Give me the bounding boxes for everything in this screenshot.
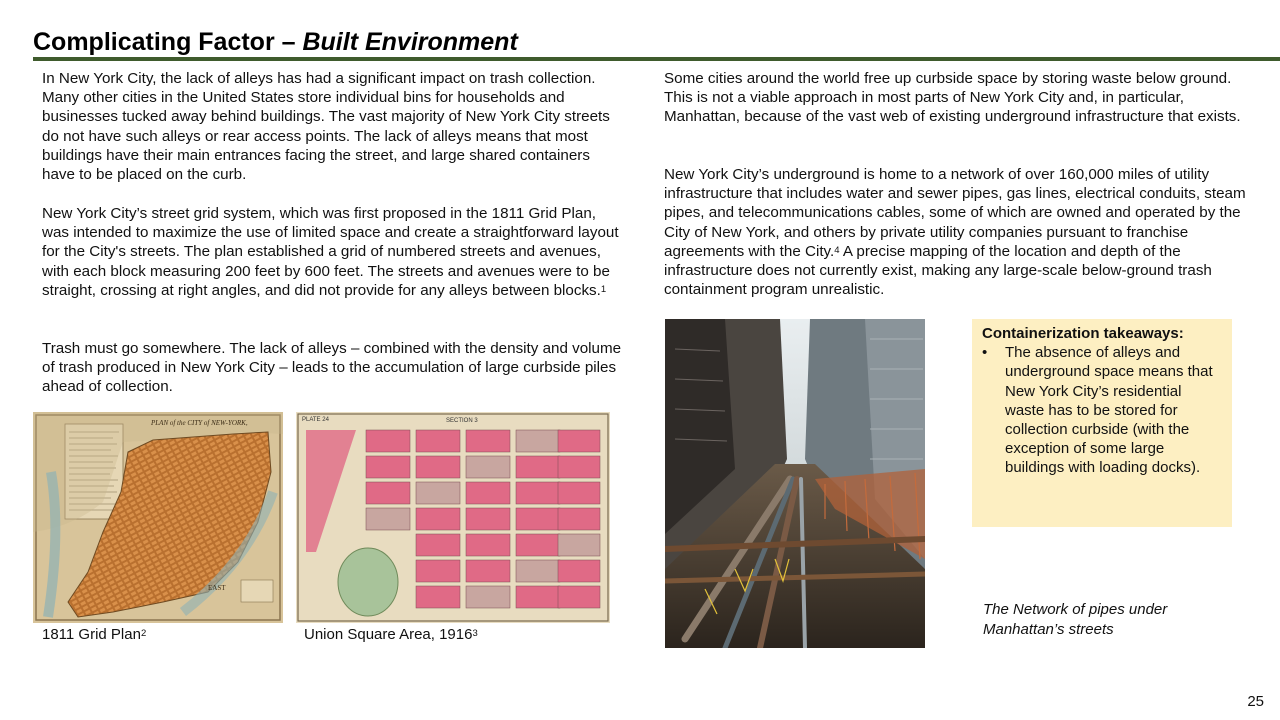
map-block <box>558 430 600 452</box>
takeaways-heading: Containerization takeaways: <box>982 325 1184 342</box>
pipes-under-street-photo <box>665 319 925 648</box>
map-block <box>366 456 410 478</box>
map-block <box>466 482 510 504</box>
map-block <box>416 430 460 452</box>
map-block <box>558 456 600 478</box>
left-paragraph-trash <box>42 339 624 397</box>
map-block <box>516 586 560 608</box>
grid-plan-caption-text: 1811 Grid Plan <box>42 626 141 643</box>
title-rule <box>33 57 1280 61</box>
map-block <box>466 586 510 608</box>
bullet-marker: • <box>982 344 988 362</box>
map-block <box>466 430 510 452</box>
right-paragraph-utilities-text-a: New York City’s underground is home to a network of over 160,000 miles of utility infrastructure that includes water and sewer pipes, gas lines, electrical conduits, steam pipes, and telecommunications cables, some of which are owned and operated by the City of New York, and others by private utility companies pursuant to franchise agreements with the City. <box>664 166 1246 260</box>
right-paragraph-utilities-text-b: A precise mapping of the location and depth of the infrastructure does not currently exist, making any large-scale below-ground trash containment program unrealistic. <box>664 242 1212 299</box>
map-block <box>558 586 600 608</box>
map-block <box>416 508 460 530</box>
title-main: Complicating Factor – <box>33 28 303 56</box>
map-block <box>416 586 460 608</box>
left-paragraph-trash-text: Trash must go somewhere. The lack of alleys – combined with the density and volume of trash produced in New York City – leads to the accumulation of large curbside piles ahead of collection. <box>42 340 622 396</box>
map-block <box>466 508 510 530</box>
map-block <box>416 534 460 556</box>
map-block <box>416 482 460 504</box>
right-paragraph-utilities <box>664 165 1249 299</box>
title-emphasis: Built Environment <box>302 28 518 56</box>
map-block <box>416 560 460 582</box>
takeaway-item-text: The absence of alleys and underground space means that New York City’s residential waste has to be stored for collection curbside (with the exception of some large buildings with loading docks). <box>1005 344 1213 477</box>
right-paragraph-underground-text: Some cities around the world free up curbside space by storing waste below ground. This is not a viable approach in most parts of New York City and, in particular, Manhattan, because of the vast web of existing underground infrastructure that exists. <box>664 70 1241 126</box>
map-block <box>366 430 410 452</box>
map-block <box>416 456 460 478</box>
map-block <box>516 456 560 478</box>
grid-plan-map-title: PLAN of the CITY of NEW-YORK, <box>151 419 248 427</box>
map-block <box>516 560 560 582</box>
union-square-section-label: SECTION 3 <box>446 418 478 424</box>
takeaway-item <box>982 343 1222 477</box>
takeaways-list <box>982 343 1222 477</box>
map-block <box>466 456 510 478</box>
union-square-1916-map <box>296 412 610 623</box>
footnote-ref-3: 3 <box>472 628 478 639</box>
footnote-ref-2: 2 <box>140 628 147 639</box>
map-block <box>558 534 600 556</box>
left-paragraph-grid-text: New York City’s street grid system, which was first proposed in the 1811 Grid Plan, was intended to maximize the use of limited space and create a straightforward layout for the City's streets. The plan established a grid of numbered streets and avenues, with each block measuring 200 feet by 600 feet. The streets and avenues were to be straight, crossing at right angles, and did not provide for any alleys between blocks. <box>42 205 619 299</box>
map-block <box>466 560 510 582</box>
map-block <box>558 482 600 504</box>
map-block <box>516 534 560 556</box>
left-paragraph-alleys-text: In New York City, the lack of alleys has had a significant impact on trash collection. Many other cities in the United States store individual bins for households and businesses tucked away behind buildings. The vast majority of New York City streets do not have such alleys or rear access points. The lack of alleys means that most buildings have their main entrances facing the street, and large shared containers have to be placed on the curb. <box>42 70 610 184</box>
union-square-plate-label: PLATE 24 <box>302 417 329 423</box>
left-paragraph-alleys <box>42 69 624 184</box>
union-square-caption <box>304 625 478 644</box>
grid-plan-east-label: EAST <box>208 584 226 592</box>
map-block <box>466 534 510 556</box>
page-number: 25 <box>1247 693 1264 710</box>
right-paragraph-underground <box>664 69 1249 127</box>
slide-title <box>33 28 518 57</box>
map-block <box>516 430 560 452</box>
left-paragraph-grid <box>42 204 624 300</box>
map-block <box>516 508 560 530</box>
pipes-caption: The Network of pipes under Manhattan’s streets <box>983 601 1168 638</box>
containerization-takeaways-box <box>972 319 1232 527</box>
grid-plan-caption <box>42 625 146 644</box>
map-block <box>366 482 410 504</box>
footnote-ref-1: 1 <box>600 283 607 295</box>
footnote-ref-4: 4 <box>834 244 840 256</box>
map-block <box>366 508 410 530</box>
map-block <box>558 560 600 582</box>
map-block <box>558 508 600 530</box>
map-block <box>516 482 560 504</box>
grid-plan-1811-map <box>33 412 283 623</box>
union-square-caption-text: Union Square Area, 1916 <box>304 626 473 643</box>
